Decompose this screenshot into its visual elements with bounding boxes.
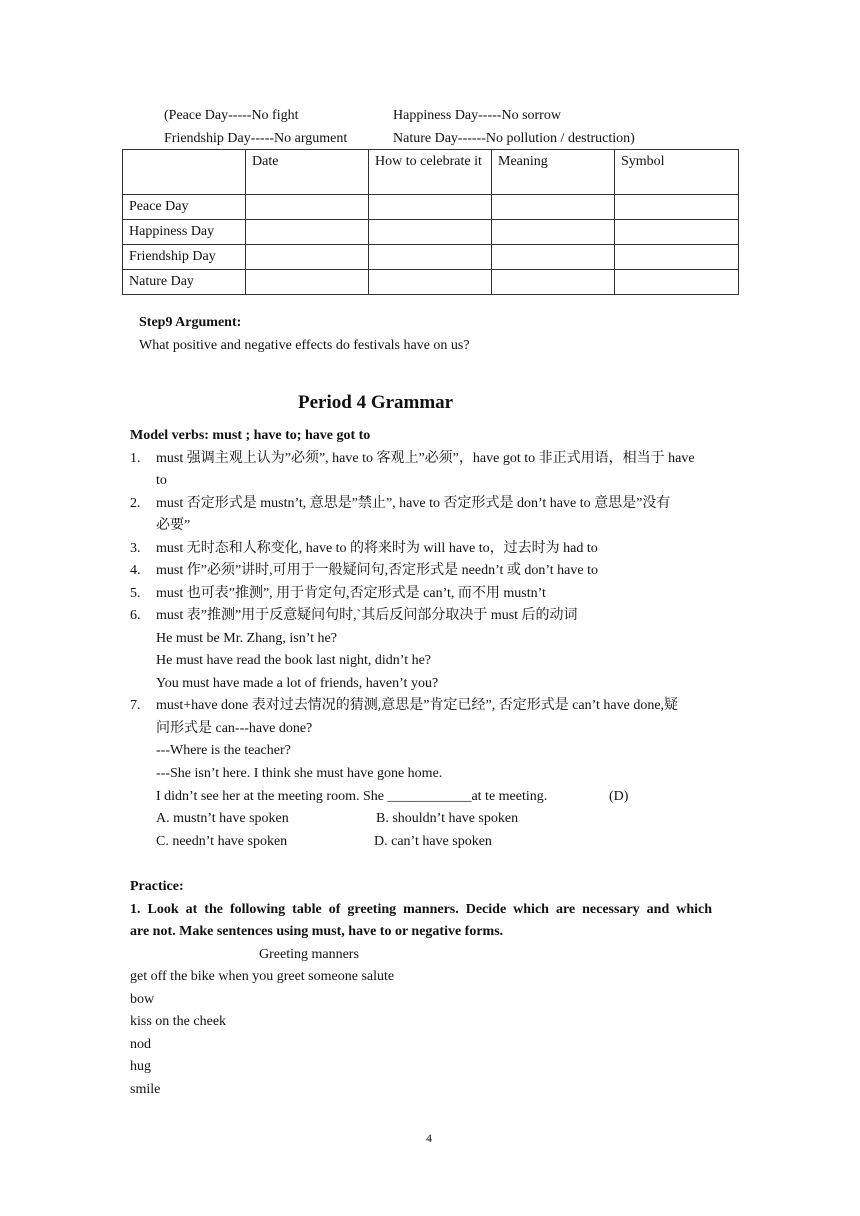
legend-nature: Nature Day------No pollution / destruction) xyxy=(393,131,635,146)
practice-title: Practice: xyxy=(130,879,184,894)
item-text-cont: 必要” xyxy=(156,518,191,533)
table-cell[interactable] xyxy=(369,270,492,295)
example-sentence: He must be Mr. Zhang, isn’t he? xyxy=(156,631,337,646)
item-number: 5. xyxy=(130,586,141,601)
table-cell[interactable] xyxy=(246,245,369,270)
greeting-manner: kiss on the cheek xyxy=(130,1014,227,1029)
table-cell[interactable] xyxy=(369,195,492,220)
model-verbs-title: Model verbs: must ; have to; have got to xyxy=(130,428,371,443)
table-header-cell: Date xyxy=(246,150,369,195)
greeting-manner: hug xyxy=(130,1059,151,1074)
greeting-manner: bow xyxy=(130,992,155,1007)
table-cell[interactable] xyxy=(246,220,369,245)
table-row xyxy=(123,270,739,295)
option-b: B. shouldn’t have spoken xyxy=(376,811,519,826)
table-row xyxy=(123,195,739,220)
item-text: must 也可表”推测”, 用于肯定句,否定形式是 can’t, 而不用 mustn’t xyxy=(156,586,546,601)
greeting-manner: nod xyxy=(130,1037,151,1052)
answer-key: (D) xyxy=(609,789,629,804)
item-number: 4. xyxy=(130,563,141,578)
item-number: 6. xyxy=(130,608,141,623)
example-sentence: ---She isn’t here. I think she must have gone home. xyxy=(156,766,443,781)
option-c: C. needn’t have spoken xyxy=(156,834,288,849)
table-row-label: Nature Day xyxy=(123,270,246,295)
period-title: Period 4 Grammar xyxy=(298,392,454,413)
table-row-label: Peace Day xyxy=(123,195,246,220)
item-text: must 表”推测”用于反意疑问句时,`其后反问部分取决于 must 后的动词 xyxy=(156,608,578,623)
greeting-manner: smile xyxy=(130,1082,161,1097)
item-text: must 强调主观上认为”必须”, have to 客观上”必须”，have got to 非正式用语，相当于 have xyxy=(156,451,695,466)
option-d: D. can’t have spoken xyxy=(374,834,492,849)
table-cell[interactable] xyxy=(369,245,492,270)
legend-peace: (Peace Day-----No fight xyxy=(164,108,299,123)
table-cell[interactable] xyxy=(615,220,739,245)
step9-question: What positive and negative effects do festivals have on us? xyxy=(139,338,470,353)
option-a: A. mustn’t have spoken xyxy=(156,811,289,826)
table-header-cell: Symbol xyxy=(615,150,739,195)
item-text: must+have done 表对过去情况的猜测,意思是”肯定已经”, 否定形式是 can’t have done,疑 xyxy=(156,698,679,713)
step9-title: Step9 Argument: xyxy=(139,315,242,330)
table-header-cell: Meaning xyxy=(492,150,615,195)
table-cell[interactable] xyxy=(369,220,492,245)
table-cell[interactable] xyxy=(246,270,369,295)
table-row xyxy=(123,245,739,270)
item-number: 7. xyxy=(130,698,141,713)
table-cell[interactable] xyxy=(492,270,615,295)
greeting-table-title: Greeting manners xyxy=(259,947,359,962)
legend-happiness: Happiness Day-----No sorrow xyxy=(393,108,561,123)
practice-question-line2: are not. Make sentences using must, have to or negative forms. xyxy=(130,924,504,939)
table-cell[interactable] xyxy=(615,245,739,270)
example-sentence: ---Where is the teacher? xyxy=(156,743,291,758)
page-number: 4 xyxy=(426,1131,432,1145)
item-number: 1. xyxy=(130,451,141,466)
practice-question-line1: 1. Look at the following table of greeting manners. Decide which are necessary and which xyxy=(130,902,713,917)
table-row-label: Happiness Day xyxy=(123,220,246,245)
table-header-cell: How to celebrate it xyxy=(369,150,492,195)
table-header-cell xyxy=(123,150,246,195)
example-sentence: He must have read the book last night, didn’t he? xyxy=(156,653,432,668)
example-sentence: You must have made a lot of friends, haven’t you? xyxy=(156,676,439,691)
table-cell[interactable] xyxy=(246,195,369,220)
item-text: must 无时态和人称变化, have to 的将来时为 will have to，过去时为 had to xyxy=(156,541,598,556)
table-header-row xyxy=(123,150,739,195)
table-cell[interactable] xyxy=(615,195,739,220)
item-number: 3. xyxy=(130,541,141,556)
legend-friendship: Friendship Day-----No argument xyxy=(164,131,348,146)
festival-table xyxy=(122,149,739,295)
item-text-cont: to xyxy=(156,473,167,488)
example-question: I didn’t see her at the meeting room. She ____________at te meeting. xyxy=(156,789,548,804)
item-number: 2. xyxy=(130,496,141,511)
table-row-label: Friendship Day xyxy=(123,245,246,270)
item-text: must 否定形式是 mustn’t, 意思是”禁止”, have to 否定形式是 don’t have to 意思是”没有 xyxy=(156,496,671,511)
table-cell[interactable] xyxy=(492,245,615,270)
greeting-manner: get off the bike when you greet someone salute xyxy=(130,969,395,984)
item-text: must 作”必须”讲时,可用于一般疑问句,否定形式是 needn’t 或 don’t have to xyxy=(156,563,598,578)
table-row xyxy=(123,220,739,245)
table-cell[interactable] xyxy=(615,270,739,295)
table-cell[interactable] xyxy=(492,195,615,220)
table-cell[interactable] xyxy=(492,220,615,245)
item-text-cont: 问形式是 can---have done? xyxy=(156,721,313,736)
